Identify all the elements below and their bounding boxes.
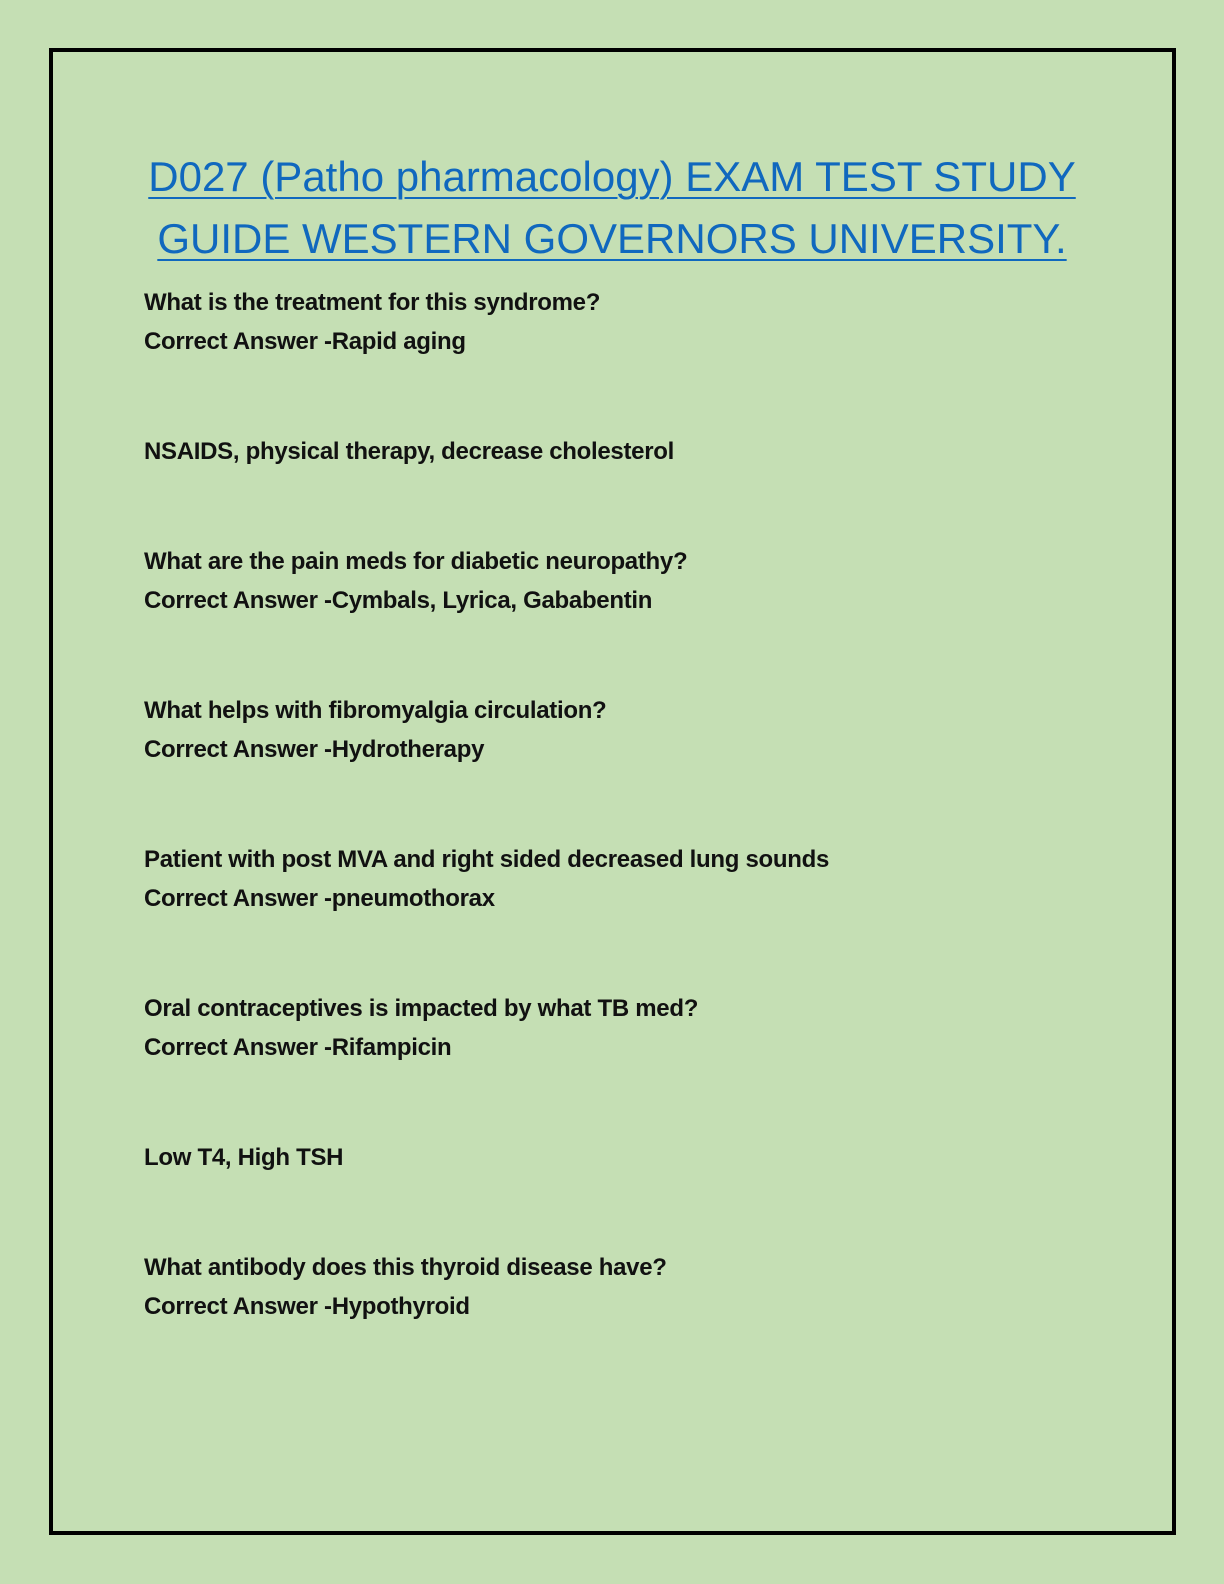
answer-text: Correct Answer -Rapid aging — [144, 328, 466, 355]
qa-entry-2 — [144, 432, 1104, 471]
answer-text: Correct Answer -pneumothorax — [144, 885, 495, 912]
question-text: Oral contraceptives is impacted by what TB med? — [144, 995, 699, 1022]
question-text: What antibody does this thyroid disease have? — [144, 1254, 667, 1281]
question-text: What is the treatment for this syndrome? — [144, 289, 601, 316]
answer-text: Correct Answer -Hydrotherapy — [144, 736, 485, 763]
question-text: What are the pain meds for diabetic neuropathy? — [144, 548, 688, 575]
qa-entry-4 — [144, 691, 1104, 769]
qa-entry-5 — [144, 840, 1104, 918]
qa-entry-6 — [144, 989, 1104, 1067]
answer-text: Correct Answer -Hypothyroid — [144, 1293, 470, 1320]
answer-text: Correct Answer -Rifampicin — [144, 1034, 452, 1061]
title-line-2: GUIDE WESTERN GOVERNORS UNIVERSITY. — [157, 215, 1067, 262]
answer-text: Correct Answer -Cymbals, Lyrica, Gababentin — [144, 587, 653, 614]
qa-entry-1 — [144, 283, 1104, 361]
question-text: Patient with post MVA and right sided decreased lung sounds — [144, 846, 830, 873]
question-text: NSAIDS, physical therapy, decrease cholesterol — [144, 438, 674, 465]
page-title — [100, 146, 1124, 270]
qa-entry-7 — [144, 1138, 1104, 1177]
title-line-1: D027 (Patho pharmacology) EXAM TEST STUDY — [148, 153, 1076, 200]
question-text: Low T4, High TSH — [144, 1144, 344, 1171]
qa-entry-3 — [144, 542, 1104, 620]
qa-entry-8 — [144, 1248, 1104, 1326]
question-text: What helps with fibromyalgia circulation? — [144, 697, 607, 724]
